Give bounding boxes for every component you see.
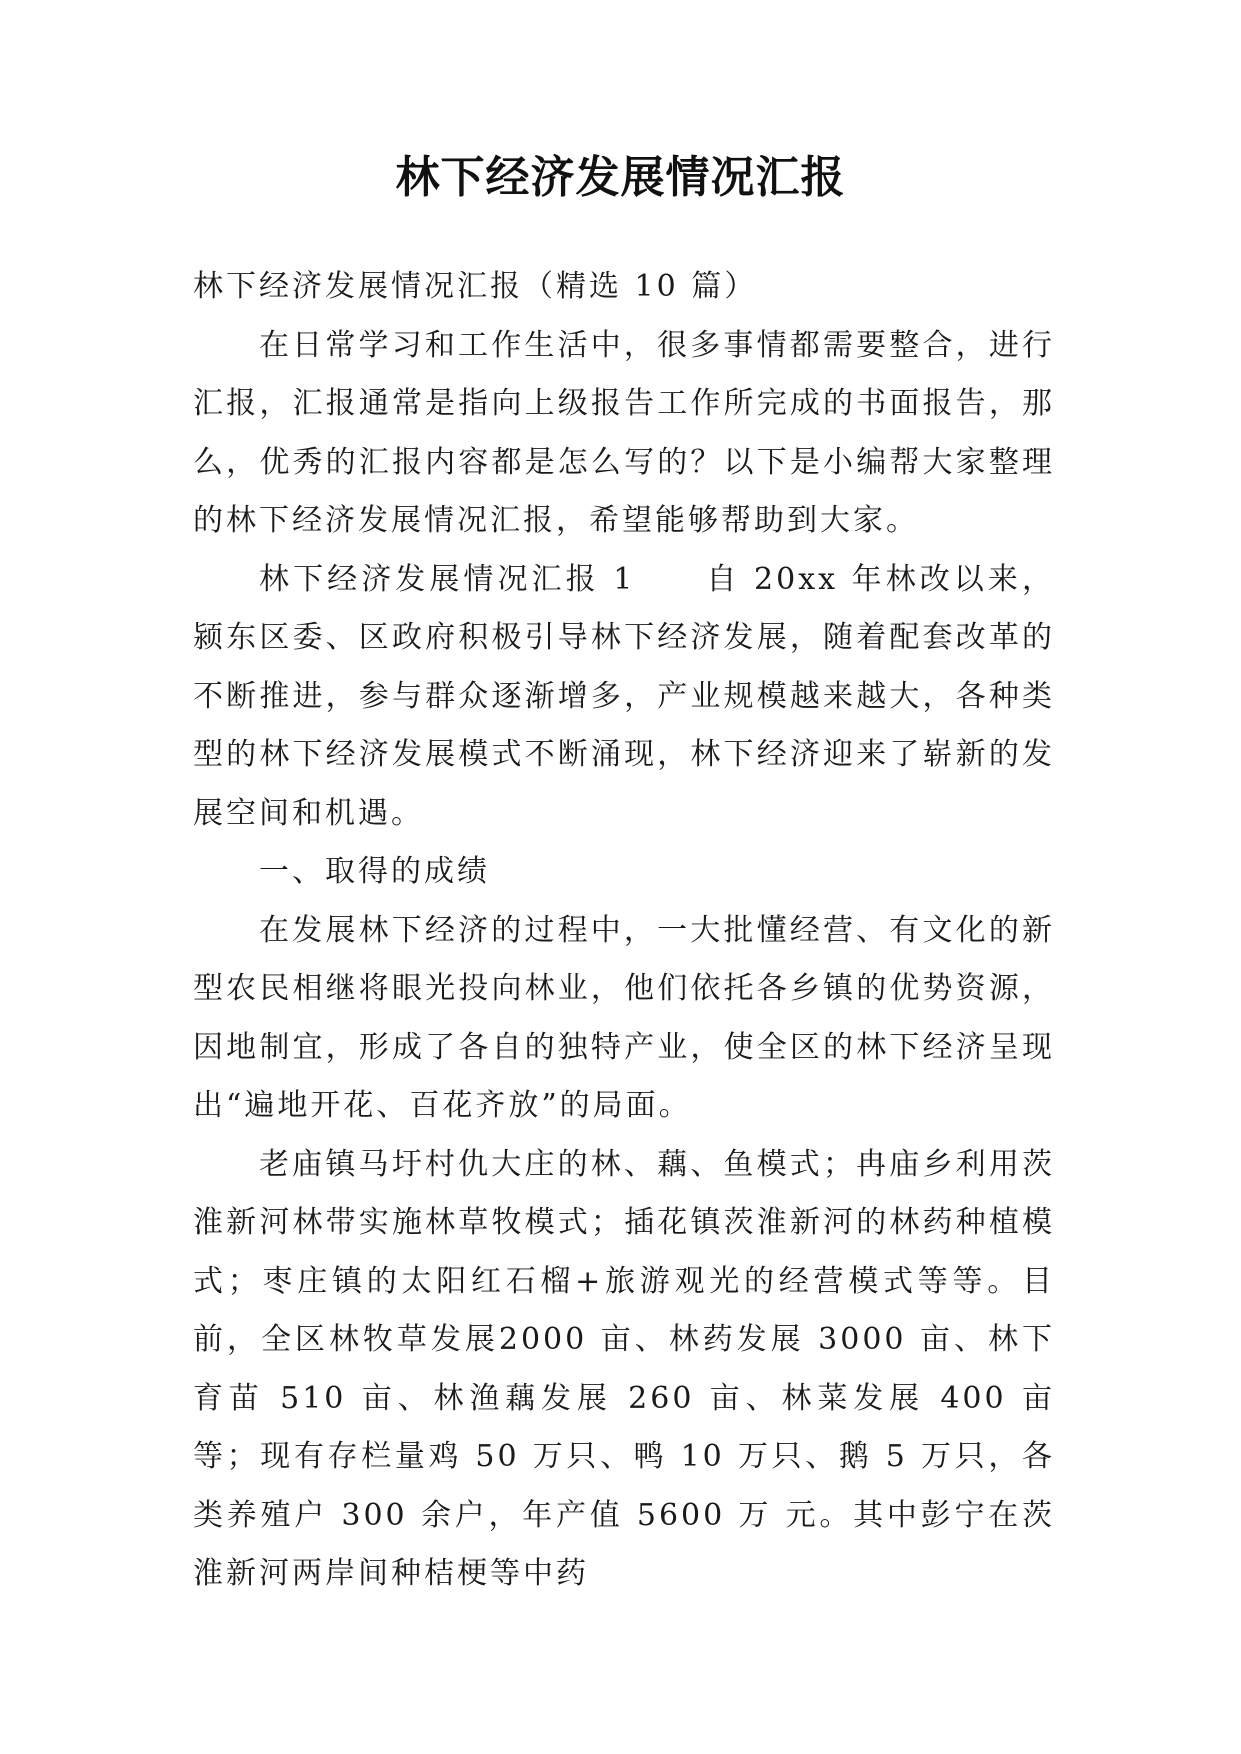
document-body xyxy=(193,258,1055,1604)
intro-paragraph: 在日常学习和工作生活中，很多事情都需要整合，进行汇报，汇报通常是指向上级报告工作所完成的书面报告，那么，优秀的汇报内容都是怎么写的？以下是小编帮大家整理的林下经济发展情况汇报，希望能够帮助到大家。 xyxy=(193,327,1055,538)
section-1-text: 自 20xx 年林改以来，颍东区委、区政府积极引导林下经济发展，随着配套改革的不断推进，参与群众逐渐增多，产业规模越来越大，各种类型的林下经济发展模式不断涌现，林下经济迎来了崭新的发展空间和机遇。 xyxy=(193,561,1055,831)
part-1-heading: 一、取得的成绩 xyxy=(259,854,490,889)
document-subtitle: 林下经济发展情况汇报（精选 10 篇） xyxy=(193,269,758,304)
models-paragraph: 老庙镇马圩村仇大庄的林、藕、鱼模式；冉庙乡利用茨淮新河林带实施林草牧模式；插花镇茨淮新河的林药种植模式；枣庄镇的太阳红石榴+旅游观光的经营模式等等。目前，全区林牧草发展2000 亩、林药发展 3000 亩、林下育苗 510 亩、林渔藕发展 260 亩、林菜发展 400 亩等；现有存栏量鸡 50 万只、鸭 10 万只、鹅 5 万只，各类养殖户 300 余户，年产值 5600 万 元。其中彭宁在茨淮新河两岸间种桔梗等中药 xyxy=(193,1146,1055,1591)
page-title: 林下经济发展情况汇报 xyxy=(395,152,846,203)
section-1-heading: 林下经济发展情况汇报 1 xyxy=(259,561,636,597)
achievements-paragraph: 在发展林下经济的过程中，一大批懂经营、有文化的新型农民相继将眼光投向林业，他们依托各乡镇的优势资源，因地制宜，形成了各自的独特产业，使全区的林下经济呈现出“遍地开花、百花齐放”的局面。 xyxy=(193,912,1055,1123)
section-1-paragraph xyxy=(193,551,1055,844)
